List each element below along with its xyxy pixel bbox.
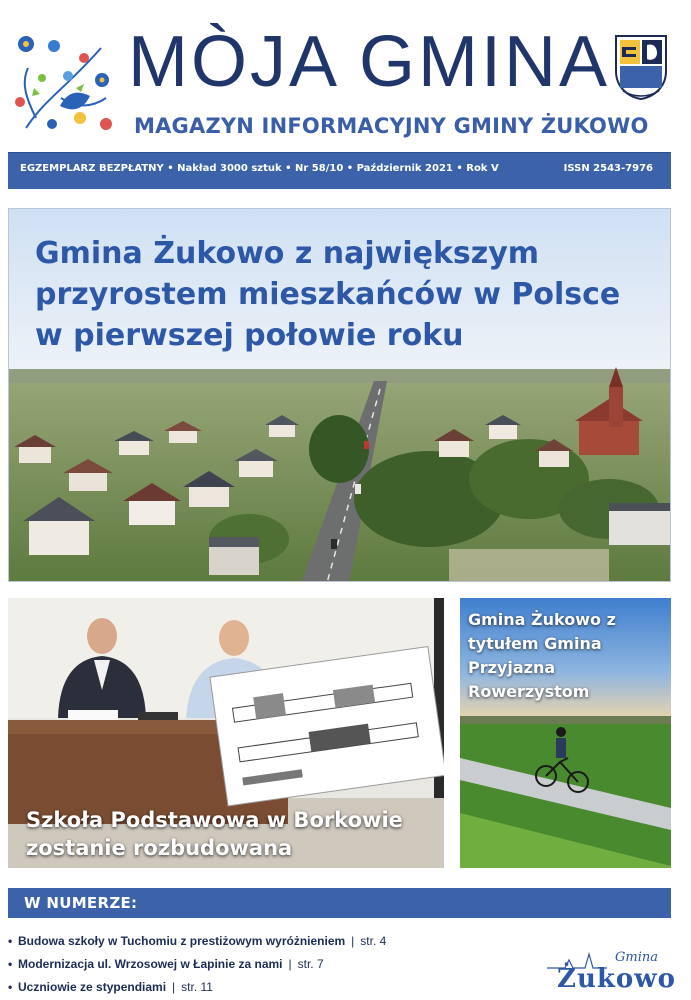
magazine-title: MÒJA GMINA <box>128 22 611 102</box>
hero-headline: Gmina Żukowo z największym przyrostem mieszkańców w Polsce w pierwszej połowie roku <box>35 236 621 353</box>
toc-item[interactable]: • Budowa szkoły w Tuchomiu z prestiżowym wyróżnieniem | str. 4 <box>8 934 387 948</box>
gmina-zukowo-logo <box>545 946 685 998</box>
logo-main-text: Żukowo <box>557 964 676 994</box>
kashubian-folk-ornament-icon <box>6 28 118 140</box>
toc-item-title: Uczniowie ze stypendiami <box>18 980 167 994</box>
issn-number: ISSN 2543-7976 <box>563 163 653 174</box>
gmina-coat-of-arms-icon <box>613 33 669 101</box>
toc-item-title: Budowa szkoły w Tuchomiu z prestiżowym wyróżnieniem <box>18 934 346 948</box>
in-this-issue-bar <box>8 888 671 918</box>
toc-item[interactable]: • Modernizacja ul. Wrzosowej w Łapinie za nami | str. 7 <box>8 957 324 971</box>
in-this-issue-heading: W NUMERZE: <box>24 894 138 912</box>
issue-info-bar <box>8 152 671 189</box>
bike-feature-photo <box>460 598 671 868</box>
toc-item[interactable]: • Uczniowie ze stypendiami | str. 11 <box>8 980 213 994</box>
issue-details: EGZEMPLARZ BEZPŁATNY • Nakład 3000 sztuk • Nr 58/10 • Październik 2021 • Rok V <box>20 163 499 174</box>
toc-item-title: Modernizacja ul. Wrzosowej w Łapinie za nami <box>18 957 283 971</box>
toc-item-page: str. 4 <box>360 934 387 948</box>
logo-script-text: Gmina <box>615 950 658 965</box>
magazine-subtitle: MAGAZYN INFORMACYJNY GMINY ŻUKOWO <box>134 114 649 138</box>
school-feature-photo <box>8 598 444 868</box>
table-of-contents <box>8 930 528 999</box>
bike-feature-headline: Gmina Żukowo z tytułem Gmina Przyjazna Rowerzystom <box>468 610 616 701</box>
toc-item-page: str. 11 <box>181 980 213 994</box>
school-feature-headline: Szkoła Podstawowa w Borkowie zostanie rozbudowana <box>26 808 403 860</box>
hero-aerial-photo <box>8 208 671 582</box>
toc-item-page: str. 7 <box>297 957 324 971</box>
